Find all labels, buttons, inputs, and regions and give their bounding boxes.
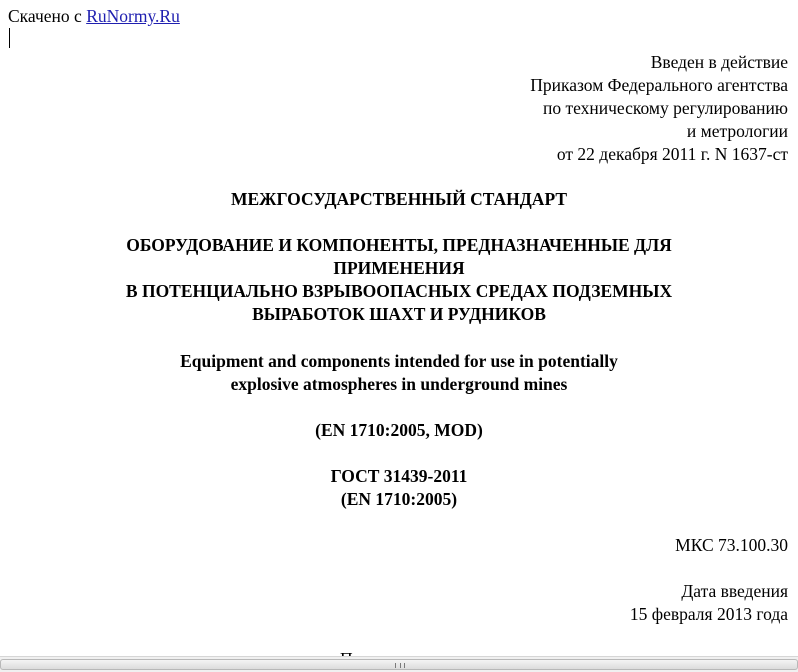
title-en-line: explosive atmospheres in underground mines [230,374,568,394]
gost-line: ГОСТ 31439-2011 [330,466,468,486]
intro-line: и метрологии [686,121,788,141]
standard-type-text: МЕЖГОСУДАРСТВЕННЫЙ СТАНДАРТ [230,189,568,209]
title-en-line: Equipment and components intended for use in potentially [180,351,618,371]
intro-line: по техническому регулированию [542,98,788,118]
intro-line: от 22 декабря 2011 г. N 1637-ст [556,144,788,164]
scrollbar-thumb[interactable] [0,659,798,670]
gost-designation [0,465,798,511]
mks-code [675,534,788,557]
title-ru-line: ОБОРУДОВАНИЕ И КОМПОНЕНТЫ, ПРЕДНАЗНАЧЕННЫЕ ДЛЯ [126,235,672,255]
title-ru-line: ВЫРАБОТОК ШАХТ И РУДНИКОВ [252,304,546,324]
intro-date [630,580,788,626]
intro-line: Приказом Федерального агентства [530,75,788,95]
title-ru-line: В ПОТЕНЦИАЛЬНО ВЗРЫВООПАСНЫХ СРЕДАХ ПОДЗЕМНЫХ [125,281,673,301]
text-cursor [9,28,10,48]
intro-line: Введен в действие [650,52,788,72]
source-line [8,6,180,26]
mks-text: МКС 73.100.30 [675,535,788,555]
grip-icon [395,663,405,668]
source-prefix: Скачено с [8,6,87,26]
runormy-link[interactable]: RuNormy.Ru [86,6,180,26]
title-en [0,350,798,396]
mod-text: (EN 1710:2005, MOD) [315,420,483,440]
mod-reference [0,419,798,442]
intro-block [530,51,788,166]
title-ru [0,234,798,326]
horizontal-scrollbar[interactable] [0,656,798,672]
intro-date-label: Дата введения [681,581,788,601]
title-ru-line: ПРИМЕНЕНИЯ [333,258,465,278]
intro-date-value: 15 февраля 2013 года [629,604,788,624]
gost-line: (EN 1710:2005) [340,489,458,509]
standard-type [0,188,798,211]
